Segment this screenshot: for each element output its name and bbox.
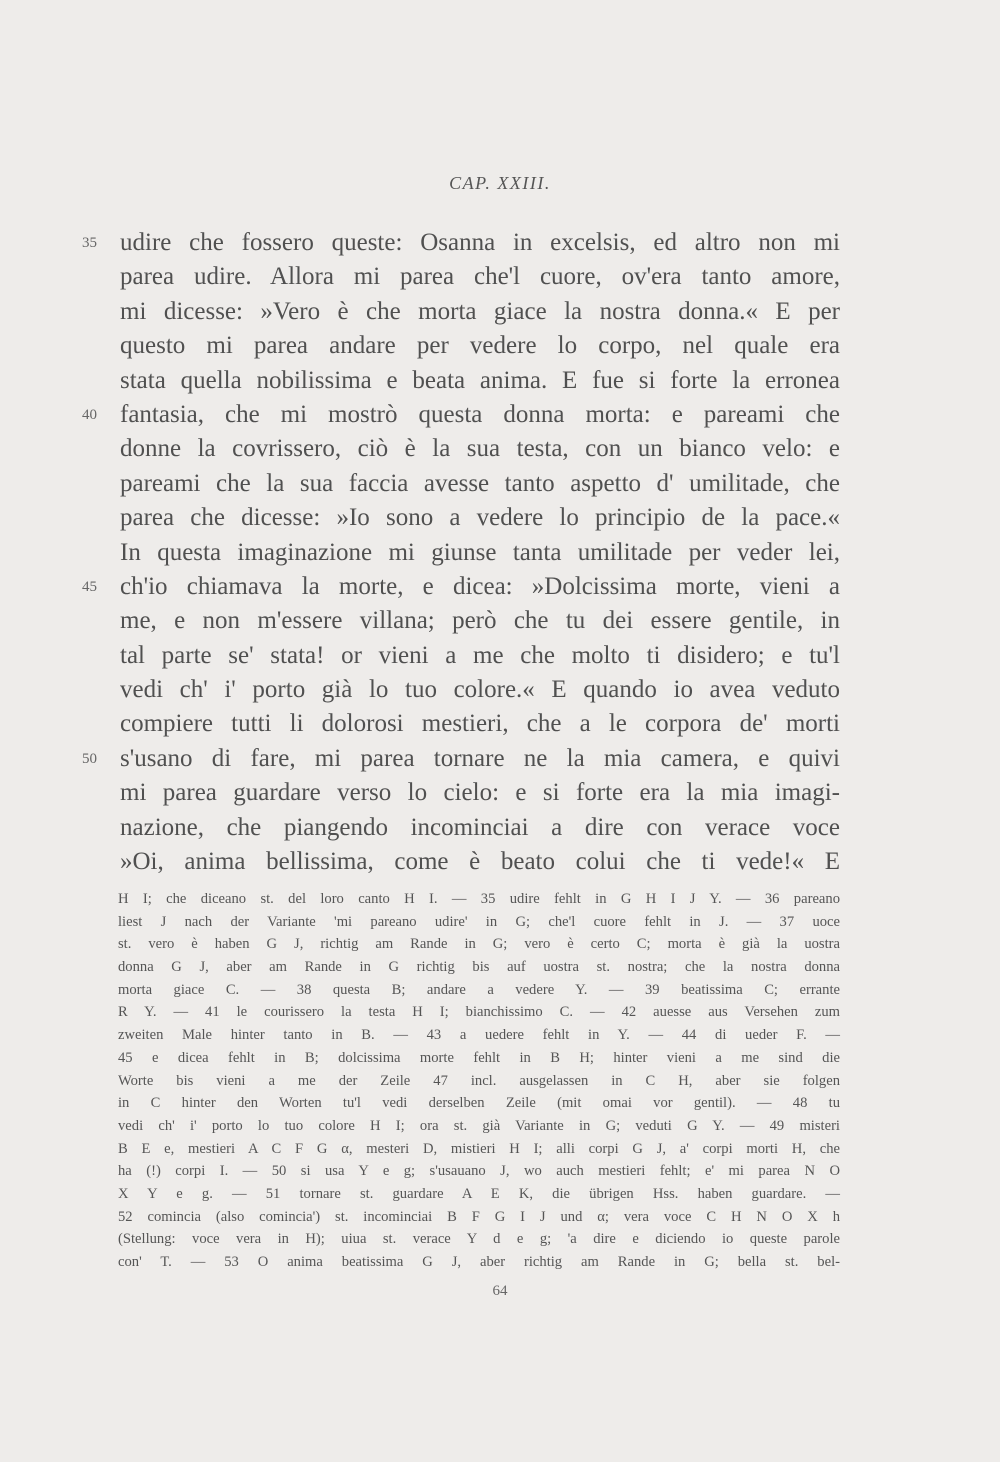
footnote-line: Worte bis vieni a me der Zeile 47 incl. ausgelassen in C H, aber sie folgen bbox=[118, 1072, 840, 1089]
footnote-line: B E e, mestieri A C F G α, mesteri D, mistieri H I; alli corpi G J, a' corpi morti H, che bbox=[118, 1140, 840, 1157]
line-text: »Oi, anima bellissima, come è beato colui che ti vede!« E bbox=[120, 848, 840, 876]
text-line bbox=[120, 432, 840, 466]
text-line bbox=[120, 260, 840, 294]
text-line bbox=[120, 295, 840, 329]
line-text: nazione, che piangendo incominciai a dire con verace voce bbox=[120, 813, 840, 841]
line-text: mi dicesse: »Vero è che morta giace la nostra donna.« E per bbox=[120, 297, 840, 325]
line-text: s'usano di fare, mi parea tornare ne la mia camera, e quivi bbox=[120, 744, 840, 772]
line-text: tal parte se' stata! or vieni a me che molto ti disidero; e tu'l bbox=[120, 641, 840, 669]
footnote-line: ha (!) corpi I. — 50 si usa Y e g; s'usauano J, wo auch mestieri fehlt; e' mi parea N O bbox=[118, 1163, 840, 1180]
running-head: CAP. XXIII. bbox=[449, 173, 551, 193]
footnote-line: H I; che diceano st. del loro canto H I. — 35 udire fehlt in G H I J Y. — 36 pareano bbox=[118, 891, 840, 907]
line-text: udire che fossero queste: Osanna in excelsis, ed altro non mi bbox=[120, 229, 840, 256]
footnote-line: in C hinter den Worten tu'l vedi derselben Zeile (mit omai vor gentil). — 48 tu bbox=[118, 1095, 840, 1112]
line-text: questo mi parea andare per vedere lo corpo, nel quale era bbox=[120, 332, 840, 360]
text-line bbox=[82, 742, 840, 776]
text-line bbox=[120, 811, 840, 845]
footnote-line: 45 e dicea fehlt in B; dolcissima morte fehlt in B H; hinter vieni a me sind die bbox=[118, 1049, 840, 1066]
text-line bbox=[120, 845, 840, 879]
main-text-block bbox=[82, 226, 840, 879]
page-number: 64 bbox=[492, 1283, 508, 1299]
line-number: 40 bbox=[82, 406, 97, 423]
footnote-line: zweiten Male hinter tanto in B. — 43 a uedere fehlt in Y. — 44 di ueder F. — bbox=[118, 1027, 840, 1044]
footnote-line: con' T. — 53 O anima beatissima G J, aber richtig am Rande in G; bella st. bel- bbox=[118, 1254, 840, 1270]
text-line bbox=[82, 570, 840, 604]
text-line bbox=[120, 364, 840, 398]
footnote-line: donna G J, aber am Rande in G richtig bis auf uostra st. nostra; che la nostra donna bbox=[118, 959, 840, 976]
text-line bbox=[120, 467, 840, 501]
line-text: pareami che la sua faccia avesse tanto aspetto d' umilitade, che bbox=[120, 469, 840, 497]
line-text: fantasia, che mi mostrò questa donna morta: e pareami che bbox=[120, 400, 840, 428]
footnote-line: liest J nach der Variante 'mi pareano udire' in G; che'l cuore fehlt in J. — 37 uoce bbox=[118, 913, 840, 930]
line-text: ch'io chiamava la morte, e dicea: »Dolcissima morte, vieni a bbox=[120, 572, 840, 600]
line-number: 35 bbox=[82, 235, 97, 251]
text-line bbox=[120, 776, 840, 810]
text-line bbox=[82, 226, 840, 260]
text-line bbox=[120, 536, 840, 570]
text-line bbox=[120, 604, 840, 638]
text-line bbox=[120, 707, 840, 741]
line-number: 50 bbox=[82, 750, 97, 767]
footnote-line: st. vero è haben G J, richtig am Rande in G; vero è certo C; morta è già la uostra bbox=[118, 936, 840, 953]
line-number: 45 bbox=[82, 578, 97, 595]
text-line bbox=[120, 329, 840, 363]
footnote-line: (Stellung: voce vera in H); uiua st. verace Y d e g; 'a dire e diciendo io queste parole bbox=[118, 1231, 840, 1248]
text-line bbox=[82, 398, 840, 432]
text-line bbox=[120, 639, 840, 673]
footnote-line: vedi ch' i' porto lo tuo colore H I; ora st. già Variante in G; veduti G Y. — 49 misteri bbox=[118, 1117, 840, 1134]
footnote-line: 52 comincia (also comincia') st. incominciai B F G I J und α; vera voce C H N O X h bbox=[118, 1208, 840, 1225]
text-line bbox=[120, 501, 840, 535]
text-line bbox=[120, 673, 840, 707]
footnote-line: morta giace C. — 38 questa B; andare a vedere Y. — 39 beatissima C; errante bbox=[118, 981, 840, 998]
footnote-line: R Y. — 41 le courissero la testa H I; bianchissimo C. — 42 auesse aus Versehen zum bbox=[118, 1004, 840, 1021]
line-text: compiere tutti li dolorosi mestieri, che a le corpora de' morti bbox=[120, 710, 840, 738]
footnote-line: X Y e g. — 51 tornare st. guardare A E K, die übrigen Hss. haben guardare. — bbox=[118, 1185, 840, 1202]
line-text: mi parea guardare verso lo cielo: e si forte era la mia imagi- bbox=[120, 779, 840, 807]
line-text: In questa imaginazione mi giunse tanta umilitade per veder lei, bbox=[120, 538, 840, 566]
line-text: me, e non m'essere villana; però che tu dei essere gentile, in bbox=[120, 607, 840, 635]
line-text: vedi ch' i' porto già lo tuo colore.« E quando io avea veduto bbox=[120, 676, 840, 704]
footnotes-block bbox=[118, 888, 840, 1274]
line-text: parea udire. Allora mi parea che'l cuore, ov'era tanto amore, bbox=[120, 263, 840, 291]
line-text: parea che dicesse: »Io sono a vedere lo principio de la pace.« bbox=[120, 504, 840, 532]
line-text: stata quella nobilissima e beata anima. E fue si forte la erronea bbox=[120, 366, 840, 394]
line-text: donne la covrissero, ciò è la sua testa, con un bianco velo: e bbox=[120, 435, 840, 463]
